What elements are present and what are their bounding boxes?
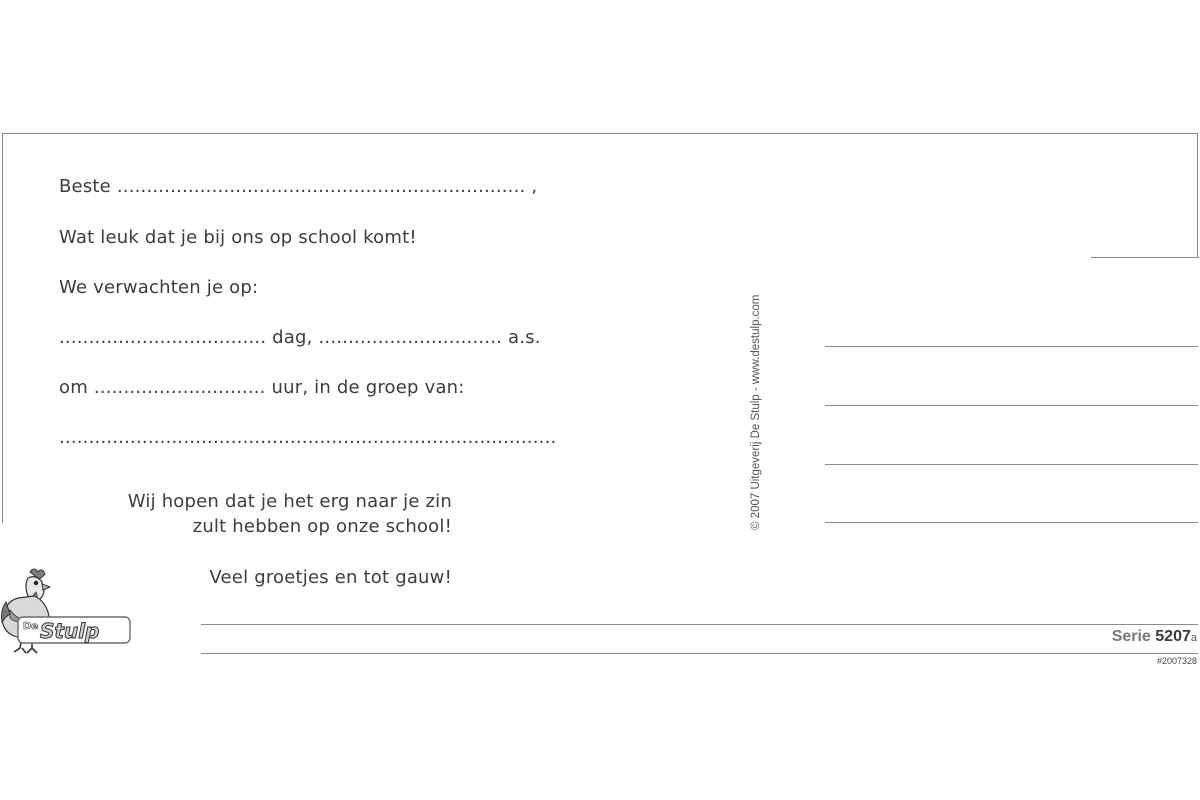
group-line: .................................................................................... [59,427,557,448]
time-line: om ............................. uur, in de groep van: [59,377,465,398]
closing-line-3: Veel groetjes en tot gauw! [209,567,452,588]
address-line [825,346,1198,347]
destulp-logo [0,566,132,658]
footer-line-bottom [201,653,1198,654]
closing-line-2: zult hebben op onze school! [192,516,452,537]
card-border-gap [1194,258,1200,530]
svg-text:Stulp: Stulp [40,619,100,643]
address-line [825,405,1198,406]
product-code: #2007328 [1156,656,1197,666]
serie-label: Serie 5207a [1111,628,1197,645]
address-line [825,522,1198,523]
welcome-line: Wat leuk dat je bij ons op school komt! [59,227,417,248]
salutation-line: Beste ..................................................................... , [59,176,538,197]
expect-line: We verwachten je op: [59,277,259,298]
address-line [825,464,1198,465]
closing-line-1: Wij hopen dat je het erg naar je zin [127,491,452,512]
svg-text:De: De [23,621,39,632]
footer-line-top [201,624,1198,625]
stamp-area-line [1091,257,1199,258]
date-line: ................................... dag, ............................... a.s. [59,327,541,348]
copyright-text: © 2007 Uitgeverij De Stulp - www.destulp.com [750,294,762,530]
